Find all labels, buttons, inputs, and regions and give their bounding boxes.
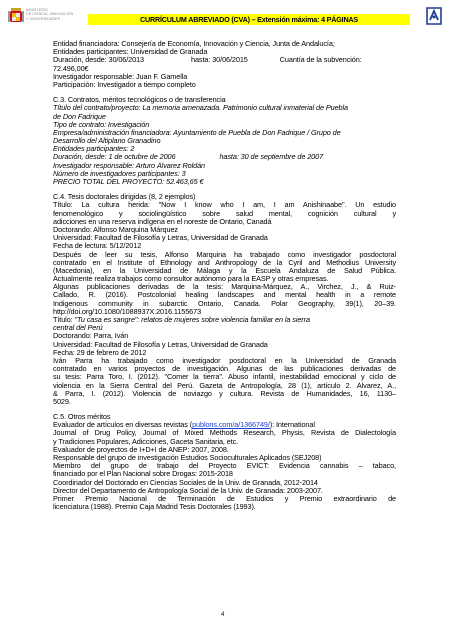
spanish-crest-icon <box>8 6 24 26</box>
merit-line: Primer Premio Nacional de Terminación de Estudios y Premio extraordinario de <box>53 494 396 503</box>
contract-to: hasta: 30 de septiembre de 2007 <box>219 153 324 162</box>
merit-line: Evaluador de proyectos de I+D+I de ANEP: 2007, 2008. <box>53 445 229 454</box>
project-total-price: PRECIO TOTAL DEL PROYECTO: 52.463,65 € <box>53 178 204 186</box>
thesis-line: violencia en la Sierra Central del Perú. Gazeta de Antropología, 28 (1), artículo 2. Álvarez, A., <box>53 381 396 390</box>
grant-amount: 72.496,00€ <box>53 64 89 73</box>
thesis-line: Algunas publicaciones derivadas de la tesis: Marquina-Márquez, A., Virchez, J., & Ruiz- <box>53 283 396 292</box>
contract-title-cont: de Don Fadrique <box>53 112 106 121</box>
contract-investigator: Investigador responsable: Arturo Álvarez Roldán <box>53 161 205 170</box>
thesis-line: Universidad: Facultad de Filosofía y Letras, Universidad de Granada <box>53 234 268 243</box>
agency-logo-icon <box>424 5 444 27</box>
merit-line: Responsable del grupo de investigación Estudios Socioculturales Aplicados (SEJ208) <box>53 454 322 462</box>
thesis-line: Indigenous community in subarctic Ontario, Canada. Polar Geography, 39(1), 20–39. <box>53 299 396 308</box>
thesis-line: Doctorando: Alfonso Marquina Márquez <box>53 225 178 234</box>
thesis-title-2-cont: central del Perú <box>53 324 103 333</box>
merit-line: licenciatura (1988). Premio Caja Madrid Tesis Doctorales (1993). <box>53 503 256 512</box>
section-c5 <box>53 413 396 511</box>
contract-title: Título del contrato/proyecto: La memoria amenazada. Patrimonio cultural inmaterial de Puebla <box>53 104 348 113</box>
thesis-line: Título: La cultura herida: "Now I know who I am, I am Anishinaabe". Un estudio <box>53 201 396 210</box>
duration-from: Duración, desde: 30/06/2013 <box>53 56 145 65</box>
contract-type: Tipo de contrato: Investigación <box>53 120 150 129</box>
publons-link[interactable]: publons.com/a/1366749/ <box>192 421 270 430</box>
merit-line: Director del Departamento de Antropología Social de la Univ. de Granada: 2003-2007. <box>53 486 323 495</box>
participating-entities: Entidades participantes: 2 <box>53 145 135 154</box>
thesis-line: Iván Parra ha trabajado como investigador posdoctoral en la Universidad de Granada <box>53 356 396 365</box>
title-text: "Tu casa es sangre": relatos de mujeres sobre violencia familiar en la sierra <box>74 316 310 324</box>
ministry-name <box>26 8 86 21</box>
cv-body <box>53 40 396 511</box>
thesis-doi: http://doi.org/10.1080/1088937X.2016.1155673 <box>53 307 202 316</box>
merit-line: financiado por el Plan Nacional sobre Drogas: 2015-2018 <box>53 470 233 479</box>
thesis-line: 5029. <box>53 397 71 406</box>
principal-investigator: Investigador responsable: Juan F. Gamella <box>53 72 188 81</box>
page-number: 4 <box>221 612 225 618</box>
thesis-line: Actualmente realiza trabajos como consultor autónomo para la EASP y otras empresas. <box>53 275 329 284</box>
merit-line: Miembro del grupo de trabajo del Proyecto EVICT: Evidencia cannabis – tabaco, <box>53 462 396 471</box>
thesis-line: Callado, R. (2016). Postcolonial healing landscapes and mental health in a remote <box>53 291 396 300</box>
thesis-line: Después de leer su tesis, Alfonso Marquina ha trabajado como investigador posdoctoral <box>53 250 396 259</box>
thesis-line: Universidad: Facultad de Filosofía y Letras, Universidad de Granada <box>53 340 268 349</box>
thesis-line: Fecha de lectura: 5/12/2012 <box>53 242 142 251</box>
reviewer-row <box>53 421 396 429</box>
contract-from: Duración, desde: 1 de octubre de 2006 <box>53 153 176 162</box>
reviewer-text-end: ): International <box>269 421 315 430</box>
participation: Participación: Investigador a tiempo completo <box>53 80 196 89</box>
merit-line: Coordinador del Doctorado en Ciencias Sociales de la Univ. de Granada, 2012-2014 <box>53 478 318 487</box>
ministry-line: MINISTERIO <box>26 8 48 12</box>
participating-entities: Entidades participantes: Universidad de Granada <box>53 48 208 57</box>
thesis-line: & Parra, I. (2012). Violencia de noviazgo y cultura. Revista de Humanidades, 16, 1130– <box>53 389 396 398</box>
thesis-title-2 <box>53 316 396 324</box>
thesis-line: Doctorando: Parra, Iván <box>53 332 129 341</box>
duration-row <box>53 56 396 64</box>
thesis-line: su tesis: Parra Toro, I. (2012). "Comer la tierra". Abuso infantil, inestabilidad emocional y ciclo de <box>53 373 396 382</box>
section-heading: C.3. Contratos, méritos tecnológicos o de transferencia <box>53 96 226 105</box>
section-c3 <box>53 96 396 186</box>
title-label: Título: <box>53 316 75 324</box>
funding-entity: Entidad financiadora: Consejería de Economía, Innovación y Ciencia, Junta de Andalucía; <box>53 40 335 48</box>
section-c4 <box>53 193 396 406</box>
financing-entity: Empresa/administración financiadora: Ayuntamiento de Puebla de Don Fadrique / Grupo de <box>53 128 341 137</box>
thesis-line: fenomenológico y sociolingüístico sobre salud mental, cognición cultural y <box>53 209 396 218</box>
thesis-line: contratado en el Institute of Ethnology and Anthropology de la Cyril and Methodius University <box>53 258 396 267</box>
merit-line: y Tradiciones Populares, Adicciones, Gaceta Sanitaria, etc. <box>53 437 239 446</box>
duration-to: hasta: 30/06/2015 <box>191 56 248 65</box>
thesis-line: adicciones en una reserva indígena en el noreste de Ontario, Canadá <box>53 217 272 226</box>
thesis-line: Fecha: 29 de febrero de 2012 <box>53 348 147 357</box>
financing-entity-cont: Desarrollo del Altiplano Granadino <box>53 137 161 146</box>
ministry-line: Y UNIVERSIDADES <box>26 16 61 21</box>
project-block <box>53 40 396 89</box>
merit-line: Journal of Drug Policy, Journal of Mixed Methods Research, Physis, Revista de Dialectología <box>53 429 396 438</box>
investigator-count: Número de investigadores participantes: 3 <box>53 169 186 178</box>
ministry-line: DE CIENCIA, INNOVACIÓN <box>26 12 74 17</box>
contract-duration-row <box>53 153 396 161</box>
grant-amount-label: Cuantía de la subvención: <box>279 56 362 65</box>
thesis-line: contratado en varios proyectos de investigación. Algunas de las publicaciones derivadas de <box>53 365 396 374</box>
cv-title-banner: CURRÍCULUM ABREVIADO (CVA) – Extensión máxima: 4 PÁGINAS <box>88 14 410 25</box>
thesis-line: (Macedonia), en la Universidad de Málaga y la Escuela Andaluza de Salud Pública. <box>53 266 396 275</box>
reviewer-text: Evaluador de artículos en diversas revistas ( <box>53 421 193 430</box>
section-heading: C.4. Tesis doctorales dirigidas (8, 2 ejemplos) <box>53 193 196 202</box>
section-heading: C.5. Otros méritos <box>53 413 111 422</box>
